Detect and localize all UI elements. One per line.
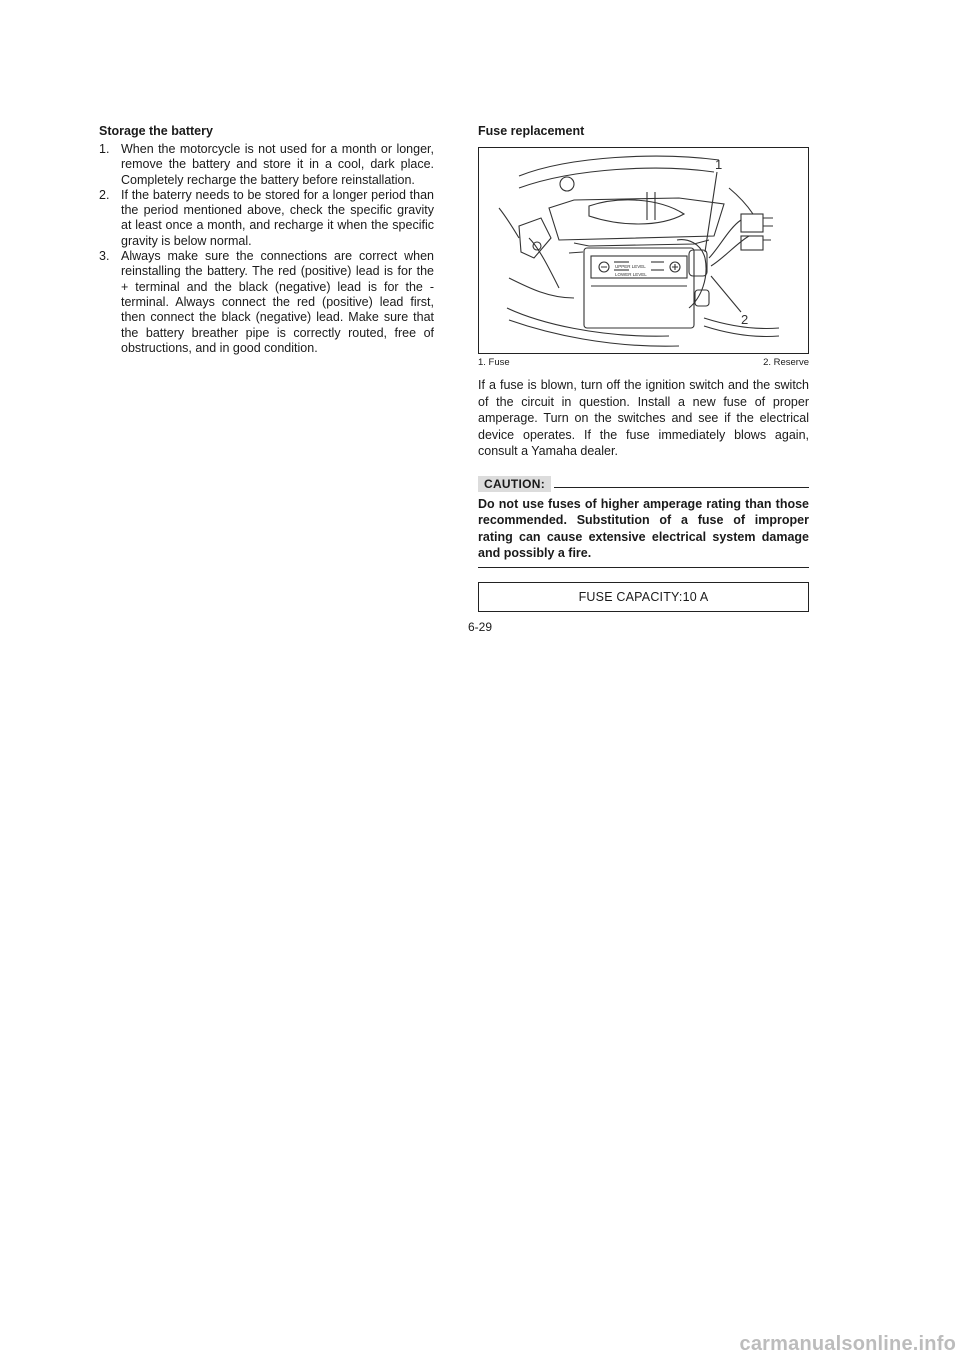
fuse-capacity-text: FUSE CAPACITY:10 A <box>578 589 709 604</box>
left-column <box>99 123 434 356</box>
step-text: Always make sure the connections are correct when reinstalling the battery. The red (positive) lead is for the + terminal and the black (negative) lead is for the - terminal. Always connect the red (positive) lead first, then connect the black (negative) lead. Make sure that the battery breather pipe is correctly routed, free of obstructions, and in good condition. <box>121 249 434 355</box>
figure-captions <box>478 357 809 369</box>
caution-text: Do not use fuses of higher amperage rating than those recommended. Substitution of a fuse of improper rating can cause extensive electrical system damage and possibly a fire. <box>478 496 809 560</box>
caption-reserve: 2. Reserve <box>763 357 809 368</box>
step-number: 3. <box>99 249 110 264</box>
fuse-illustration <box>478 147 809 354</box>
battery-fuse-drawing <box>479 148 808 353</box>
fuse-capacity-box <box>478 582 809 612</box>
upper-level-label: UPPER LEVEL <box>615 264 646 269</box>
callout-1: 1 <box>715 157 723 172</box>
caption-fuse: 1. Fuse <box>478 357 510 368</box>
caution-rule <box>554 487 809 488</box>
step-text: When the motorcycle is not used for a month or longer, remove the battery and store it in a cool, dark place. Completely recharge the battery before reinstallation. <box>121 142 434 187</box>
page-number: 6-29 <box>467 620 493 634</box>
fuse-heading: Fuse replacement <box>478 124 585 138</box>
step-number: 1. <box>99 142 110 156</box>
watermark-text: carmanualsonline.info <box>739 1333 956 1355</box>
caution-end-rule <box>478 567 809 568</box>
lower-level-label: LOWER LEVEL <box>615 272 647 277</box>
fuse-instructions: If a fuse is blown, turn off the ignition switch and the switch of the circuit in question. Install a new fuse of proper amperage. Turn on the switches and see if the electrical device operates. If the fuse immediately blows again, consult a Yamaha dealer. <box>478 378 809 458</box>
caution-header <box>478 476 809 492</box>
step-text: If the baterry needs to be stored for a longer period than the period mentioned above, check the specific gravity at least once a month, and recharge it when the specific gravity is below normal. <box>121 187 434 248</box>
right-column <box>478 123 809 612</box>
caution-label: CAUTION: <box>478 476 551 492</box>
callout-2: 2 <box>741 312 749 327</box>
step-number: 2. <box>99 187 110 202</box>
storage-steps-list <box>99 142 434 356</box>
storage-step-3 <box>99 249 434 356</box>
storage-heading: Storage the battery <box>99 124 213 138</box>
storage-step-2 <box>99 188 434 249</box>
storage-step-1 <box>99 142 434 188</box>
